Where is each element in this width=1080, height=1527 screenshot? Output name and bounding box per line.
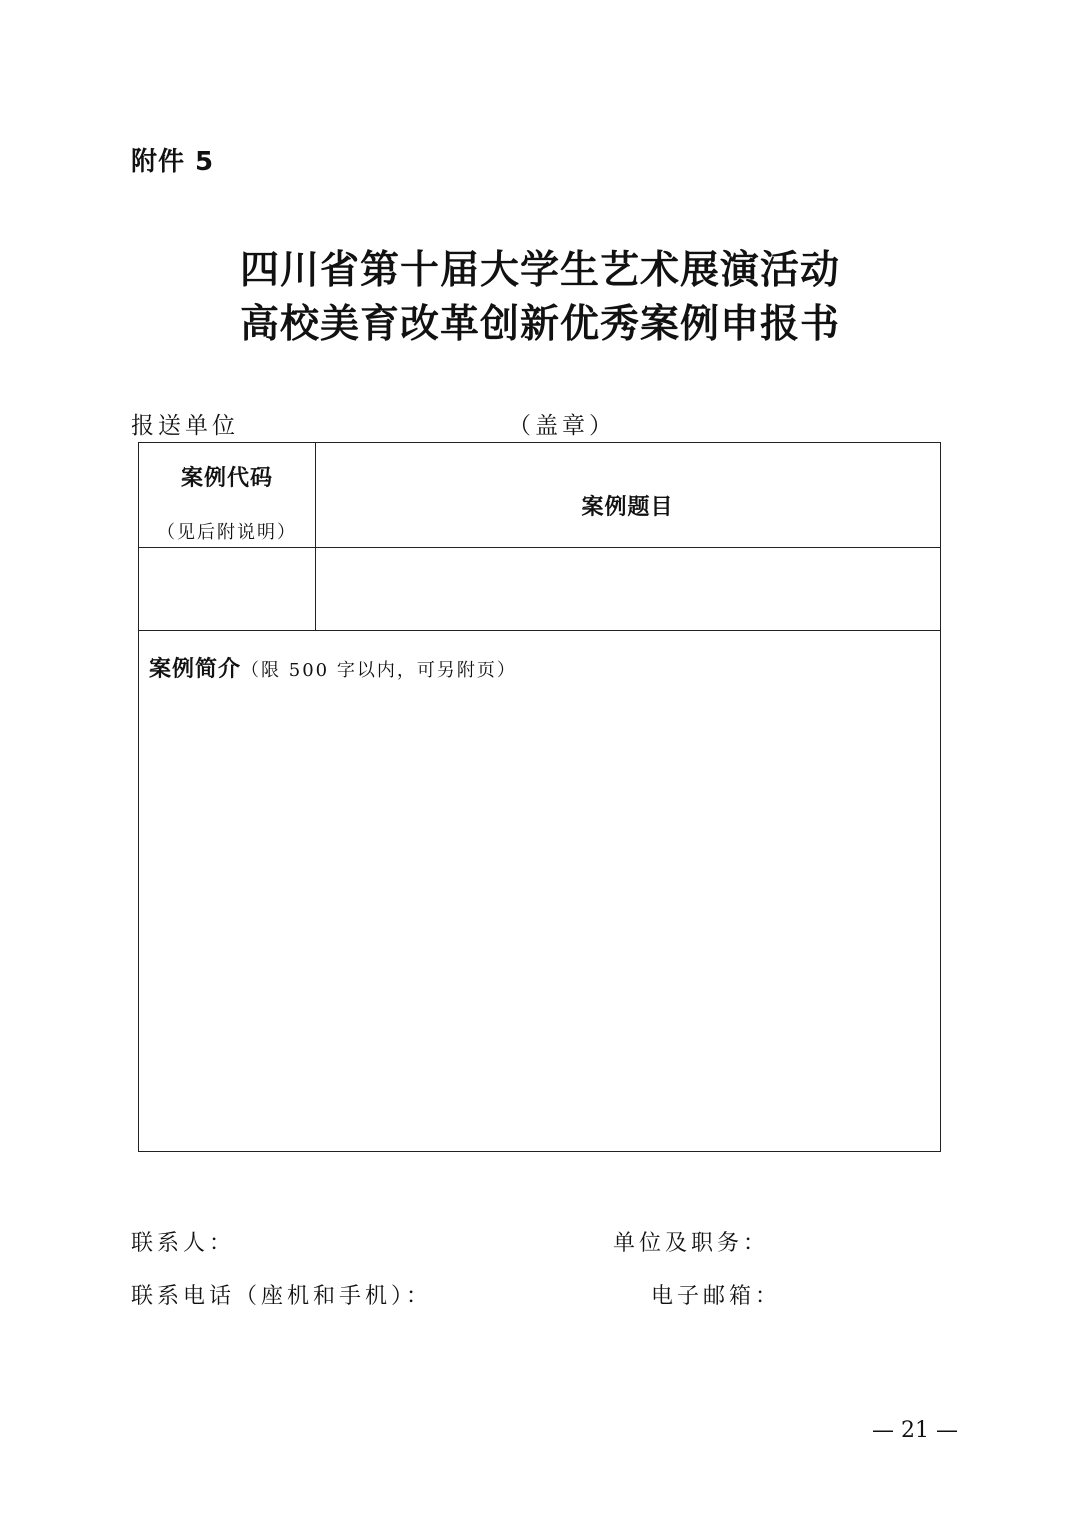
seal-label: （盖章）: [508, 413, 616, 439]
page-number: — 21 —: [872, 1418, 958, 1443]
case-summary-note: （限 500 字以内，可另附页）: [241, 660, 517, 681]
contact-person-label: 联系人：: [131, 1231, 236, 1256]
case-code-note: （见后附说明）: [157, 522, 297, 543]
case-title-header: 案例题目: [581, 495, 674, 520]
contact-phone-label: 联系电话（座机和手机）：: [131, 1284, 433, 1309]
attachment-label: 附件 5: [131, 147, 215, 177]
case-title-cell[interactable]: [316, 548, 940, 630]
email-label: 电子邮箱：: [651, 1284, 782, 1309]
case-summary-area[interactable]: [139, 688, 940, 1151]
application-form-table: [138, 442, 941, 1152]
submitting-unit-label: 报送单位: [131, 413, 239, 439]
table-divider-row-2: [139, 630, 940, 631]
case-summary-heading: [149, 652, 517, 683]
unit-position-label: 单位及职务：: [613, 1231, 770, 1256]
case-code-cell[interactable]: [139, 548, 315, 630]
document-title-line-2: 高校美育改革创新优秀案例申报书: [239, 301, 840, 347]
case-summary-label: 案例简介: [149, 657, 242, 682]
case-code-header: 案例代码: [180, 466, 273, 491]
document-title-line-1: 四川省第十届大学生艺术展演活动: [239, 247, 840, 293]
